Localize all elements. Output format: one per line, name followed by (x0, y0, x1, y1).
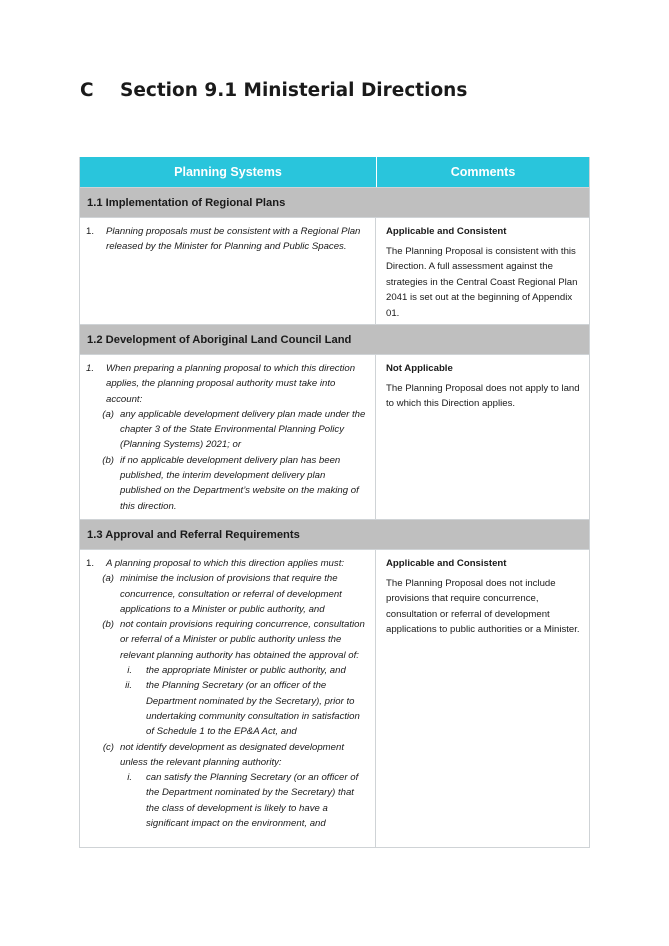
table-row (80, 549, 589, 847)
page-heading (80, 80, 467, 101)
sub-sub-label: ii. (125, 680, 132, 692)
sub-item (86, 571, 369, 617)
list-item (86, 556, 369, 571)
sub-sub-text: the Planning Secretary (or an officer of the Department nominated by the Secretary), prior to undertaking community consultation in satisfaction of Schedule 1 to the EP&A Act, and (146, 680, 360, 738)
list-item (86, 361, 369, 407)
direction-text (80, 550, 376, 847)
sub-sub-label: i. (127, 772, 132, 784)
item-number: 1. (86, 558, 95, 569)
comment-text: The Planning Proposal does not apply to land to which this Direction applies. (386, 382, 580, 410)
sub-item (86, 453, 369, 514)
sub-label: (c) (102, 741, 114, 753)
item-text: Planning proposals must be consistent with a Regional Plan released by the Minister for Planning and Public Spaces. (106, 226, 361, 253)
sub-label: (a) (102, 408, 114, 420)
header-planning-systems: Planning Systems (80, 157, 377, 187)
table-header (80, 157, 589, 187)
sub-text: not contain provisions requiring concurrence, consultation or referral of a Minister or public authority unless the relevant planning authority has obtained the approval of: (120, 619, 365, 661)
sub-sub-label: i. (127, 665, 132, 677)
directions-table (79, 157, 590, 848)
sub-text: if no applicable development delivery plan has been published, the interim development delivery plan published on the Department’s website on the making of this direction. (120, 454, 359, 512)
sub-label: (a) (102, 573, 114, 585)
comment-cell (376, 550, 589, 847)
sub-item (86, 407, 369, 453)
sub-label: (b) (102, 619, 114, 631)
appendix-letter: C (80, 80, 94, 101)
section-title-1-1: 1.1 Implementation of Regional Plans (80, 187, 589, 217)
sub-sub-item (86, 663, 369, 678)
sub-text: minimise the inclusion of provisions that require the concurrence, consultation or referral of development applications to a Minister or public authority, and (120, 573, 342, 615)
item-number: 1. (86, 363, 95, 374)
status-label: Not Applicable (386, 363, 453, 374)
sub-text: any applicable development delivery plan made under the chapter 3 of the State Environmental Planning Policy (Planning Systems) 2021; or (120, 408, 366, 451)
status-label: Applicable and Consistent (386, 558, 507, 569)
comment-text: The Planning Proposal does not include provisions that require concurrence, consultation or referral of development applications to public authorities or a Minister. (386, 577, 580, 636)
table-row (80, 217, 589, 324)
sub-text: not identify development as designated development unless the relevant planning authority: (120, 741, 345, 768)
direction-text (80, 355, 376, 519)
sub-sub-item (86, 678, 369, 739)
sub-item (86, 740, 369, 771)
heading-title: Section 9.1 Ministerial Directions (120, 80, 468, 101)
sub-sub-text: the appropriate Minister or public authority, and (146, 665, 346, 677)
sub-sub-text: can satisfy the Planning Secretary (or an officer of the Department nominated by the Secretary) that the class of development is likely to have a significant impact on the environment, and (146, 772, 359, 830)
direction-text (80, 218, 376, 324)
section-title-1-2: 1.2 Development of Aboriginal Land Council Land (80, 324, 589, 354)
table-row (80, 354, 589, 519)
status-label: Applicable and Consistent (386, 226, 507, 237)
item-text: When preparing a planning proposal to which this direction applies, the planning proposal authority must take into account: (106, 363, 356, 405)
comment-cell (376, 218, 589, 324)
sub-sub-item (86, 770, 369, 831)
item-text: A planning proposal to which this direction applies must: (106, 558, 345, 569)
header-comments: Comments (450, 165, 516, 179)
comment-cell (376, 355, 589, 519)
item-number: 1. (86, 226, 95, 237)
sub-item (86, 617, 369, 663)
section-title-1-3: 1.3 Approval and Referral Requirements (80, 519, 589, 549)
comment-text: The Planning Proposal is consistent with this Direction. A full assessment against the strategies in the Central Coast Regional Plan 2041 is set out at the beginning of Appendix 01. (386, 245, 578, 319)
sub-label: (b) (102, 454, 114, 466)
list-item (86, 224, 369, 255)
